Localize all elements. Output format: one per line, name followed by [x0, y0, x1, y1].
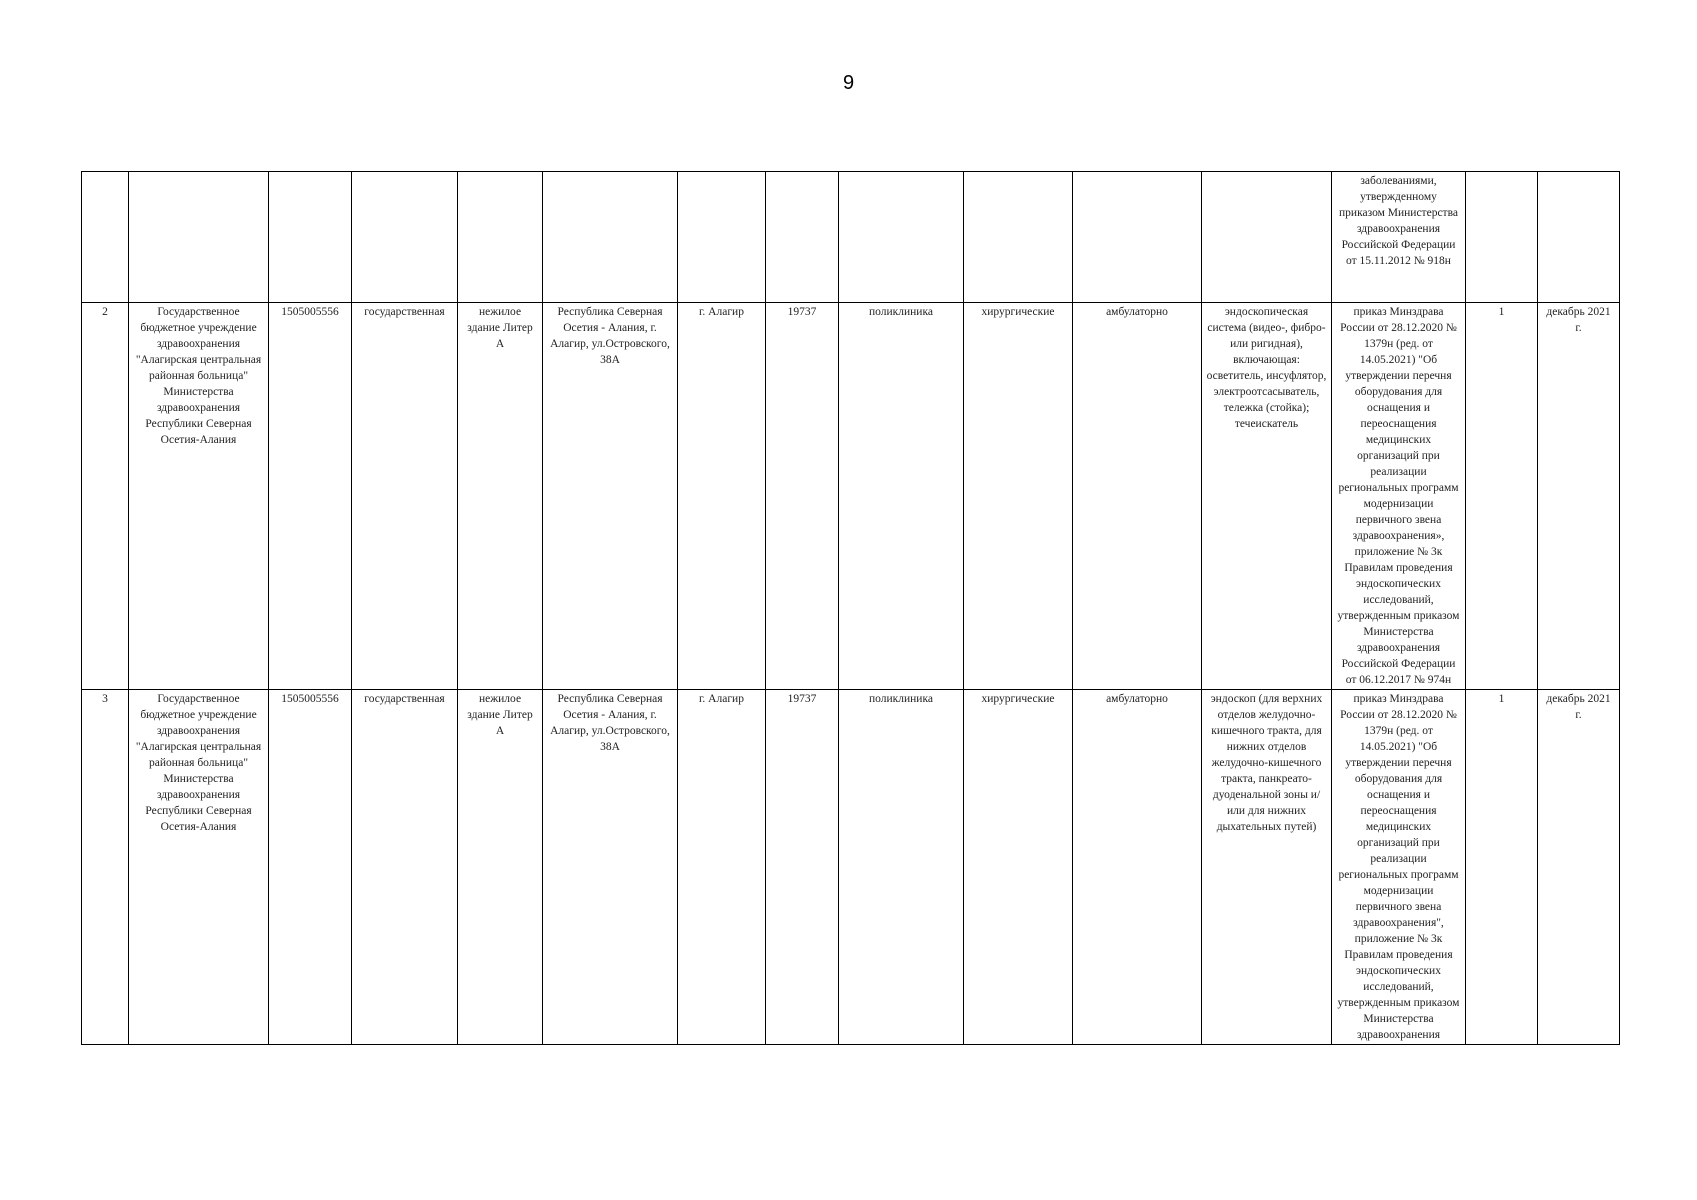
cell-unit	[839, 172, 964, 303]
cell-equipment: эндоскопическая система (видео-, фибро- или ригидная), включающая: осветитель, инсуфлятор, электроотсасыватель, тележка (стойка); течеискатель	[1202, 303, 1332, 690]
cell-ownership	[352, 172, 458, 303]
cell-org: Государственное бюджетное учреждение здравоохранения "Алагирская центральная районная больница" Министерства здравоохранения Республики Северная Осетия-Алания	[129, 303, 269, 690]
cell-inn: 1505005556	[269, 690, 352, 1045]
cell-date: декабрь 2021 г.	[1538, 303, 1620, 690]
page-number: 9	[842, 72, 855, 94]
cell-conditions: амбулаторно	[1073, 303, 1202, 690]
cell-city	[678, 172, 766, 303]
cell-date	[1538, 172, 1620, 303]
cell-profile	[964, 172, 1073, 303]
cell-ownership: государственная	[352, 303, 458, 690]
cell-building: нежилое здание Литер А	[458, 690, 543, 1045]
cell-address: Республика Северная Осетия - Алания, г. Алагир, ул.Островского, 38А	[543, 303, 678, 690]
cell-city: г. Алагир	[678, 690, 766, 1045]
cell-unit: поликлиника	[839, 303, 964, 690]
cell-org	[129, 172, 269, 303]
cell-org: Государственное бюджетное учреждение здравоохранения "Алагирская центральная районная больница" Министерства здравоохранения Республики Северная Осетия-Алания	[129, 690, 269, 1045]
cell-inn: 1505005556	[269, 303, 352, 690]
cell-equipment: эндоскоп (для верхних отделов желудочно-кишечного тракта, для нижних отделов желудочно-кишечного тракта, панкреато-дуоденальной зоны и/или для нижних дыхательных путей)	[1202, 690, 1332, 1045]
cell-num	[82, 172, 129, 303]
cell-date: декабрь 2021 г.	[1538, 690, 1620, 1045]
cell-inn	[269, 172, 352, 303]
cell-doc: заболеваниями, утвержденному приказом Министерства здравоохранения Российской Федерации от 15.11.2012 № 918н	[1332, 172, 1466, 303]
cell-qty: 1	[1466, 303, 1538, 690]
cell-address	[543, 172, 678, 303]
cell-address: Республика Северная Осетия - Алания, г. Алагир, ул.Островского, 38А	[543, 690, 678, 1045]
cell-doc: приказ Минздрава России от 28.12.2020 № 1379н (ред. от 14.05.2021) "Об утверждении перечня оборудования для оснащения и переоснащения медицинских организаций при реализации региональных программ модернизации первичного звена здравоохранения", приложение № 3к Правилам проведения эндоскопических исследований, утвержденным приказом Министерства здравоохранения	[1332, 690, 1466, 1045]
cell-city: г. Алагир	[678, 303, 766, 690]
cell-num: 2	[82, 303, 129, 690]
cell-profile: хирургические	[964, 303, 1073, 690]
cell-code	[766, 172, 839, 303]
cell-doc: приказ Минздрава России от 28.12.2020 № 1379н (ред. от 14.05.2021) "Об утверждении перечня оборудования для оснащения и переоснащения медицинских организаций при реализации региональных программ модернизации первичного звена здравоохранения», приложение № 3к Правилам проведения эндоскопических исследований, утвержденным приказом Министерства здравоохранения Российской Федерации от 06.12.2017 № 974н	[1332, 303, 1466, 690]
cell-ownership: государственная	[352, 690, 458, 1045]
table-row-continuation	[82, 172, 1620, 303]
cell-equipment	[1202, 172, 1332, 303]
cell-conditions: амбулаторно	[1073, 690, 1202, 1045]
equipment-table	[81, 171, 1620, 1045]
cell-qty	[1466, 172, 1538, 303]
cell-building: нежилое здание Литер А	[458, 303, 543, 690]
table-row	[82, 303, 1620, 690]
cell-profile: хирургические	[964, 690, 1073, 1045]
table-row	[82, 690, 1620, 1045]
cell-qty: 1	[1466, 690, 1538, 1045]
cell-conditions	[1073, 172, 1202, 303]
cell-code: 19737	[766, 690, 839, 1045]
cell-num: 3	[82, 690, 129, 1045]
cell-unit: поликлиника	[839, 690, 964, 1045]
cell-code: 19737	[766, 303, 839, 690]
cell-building	[458, 172, 543, 303]
